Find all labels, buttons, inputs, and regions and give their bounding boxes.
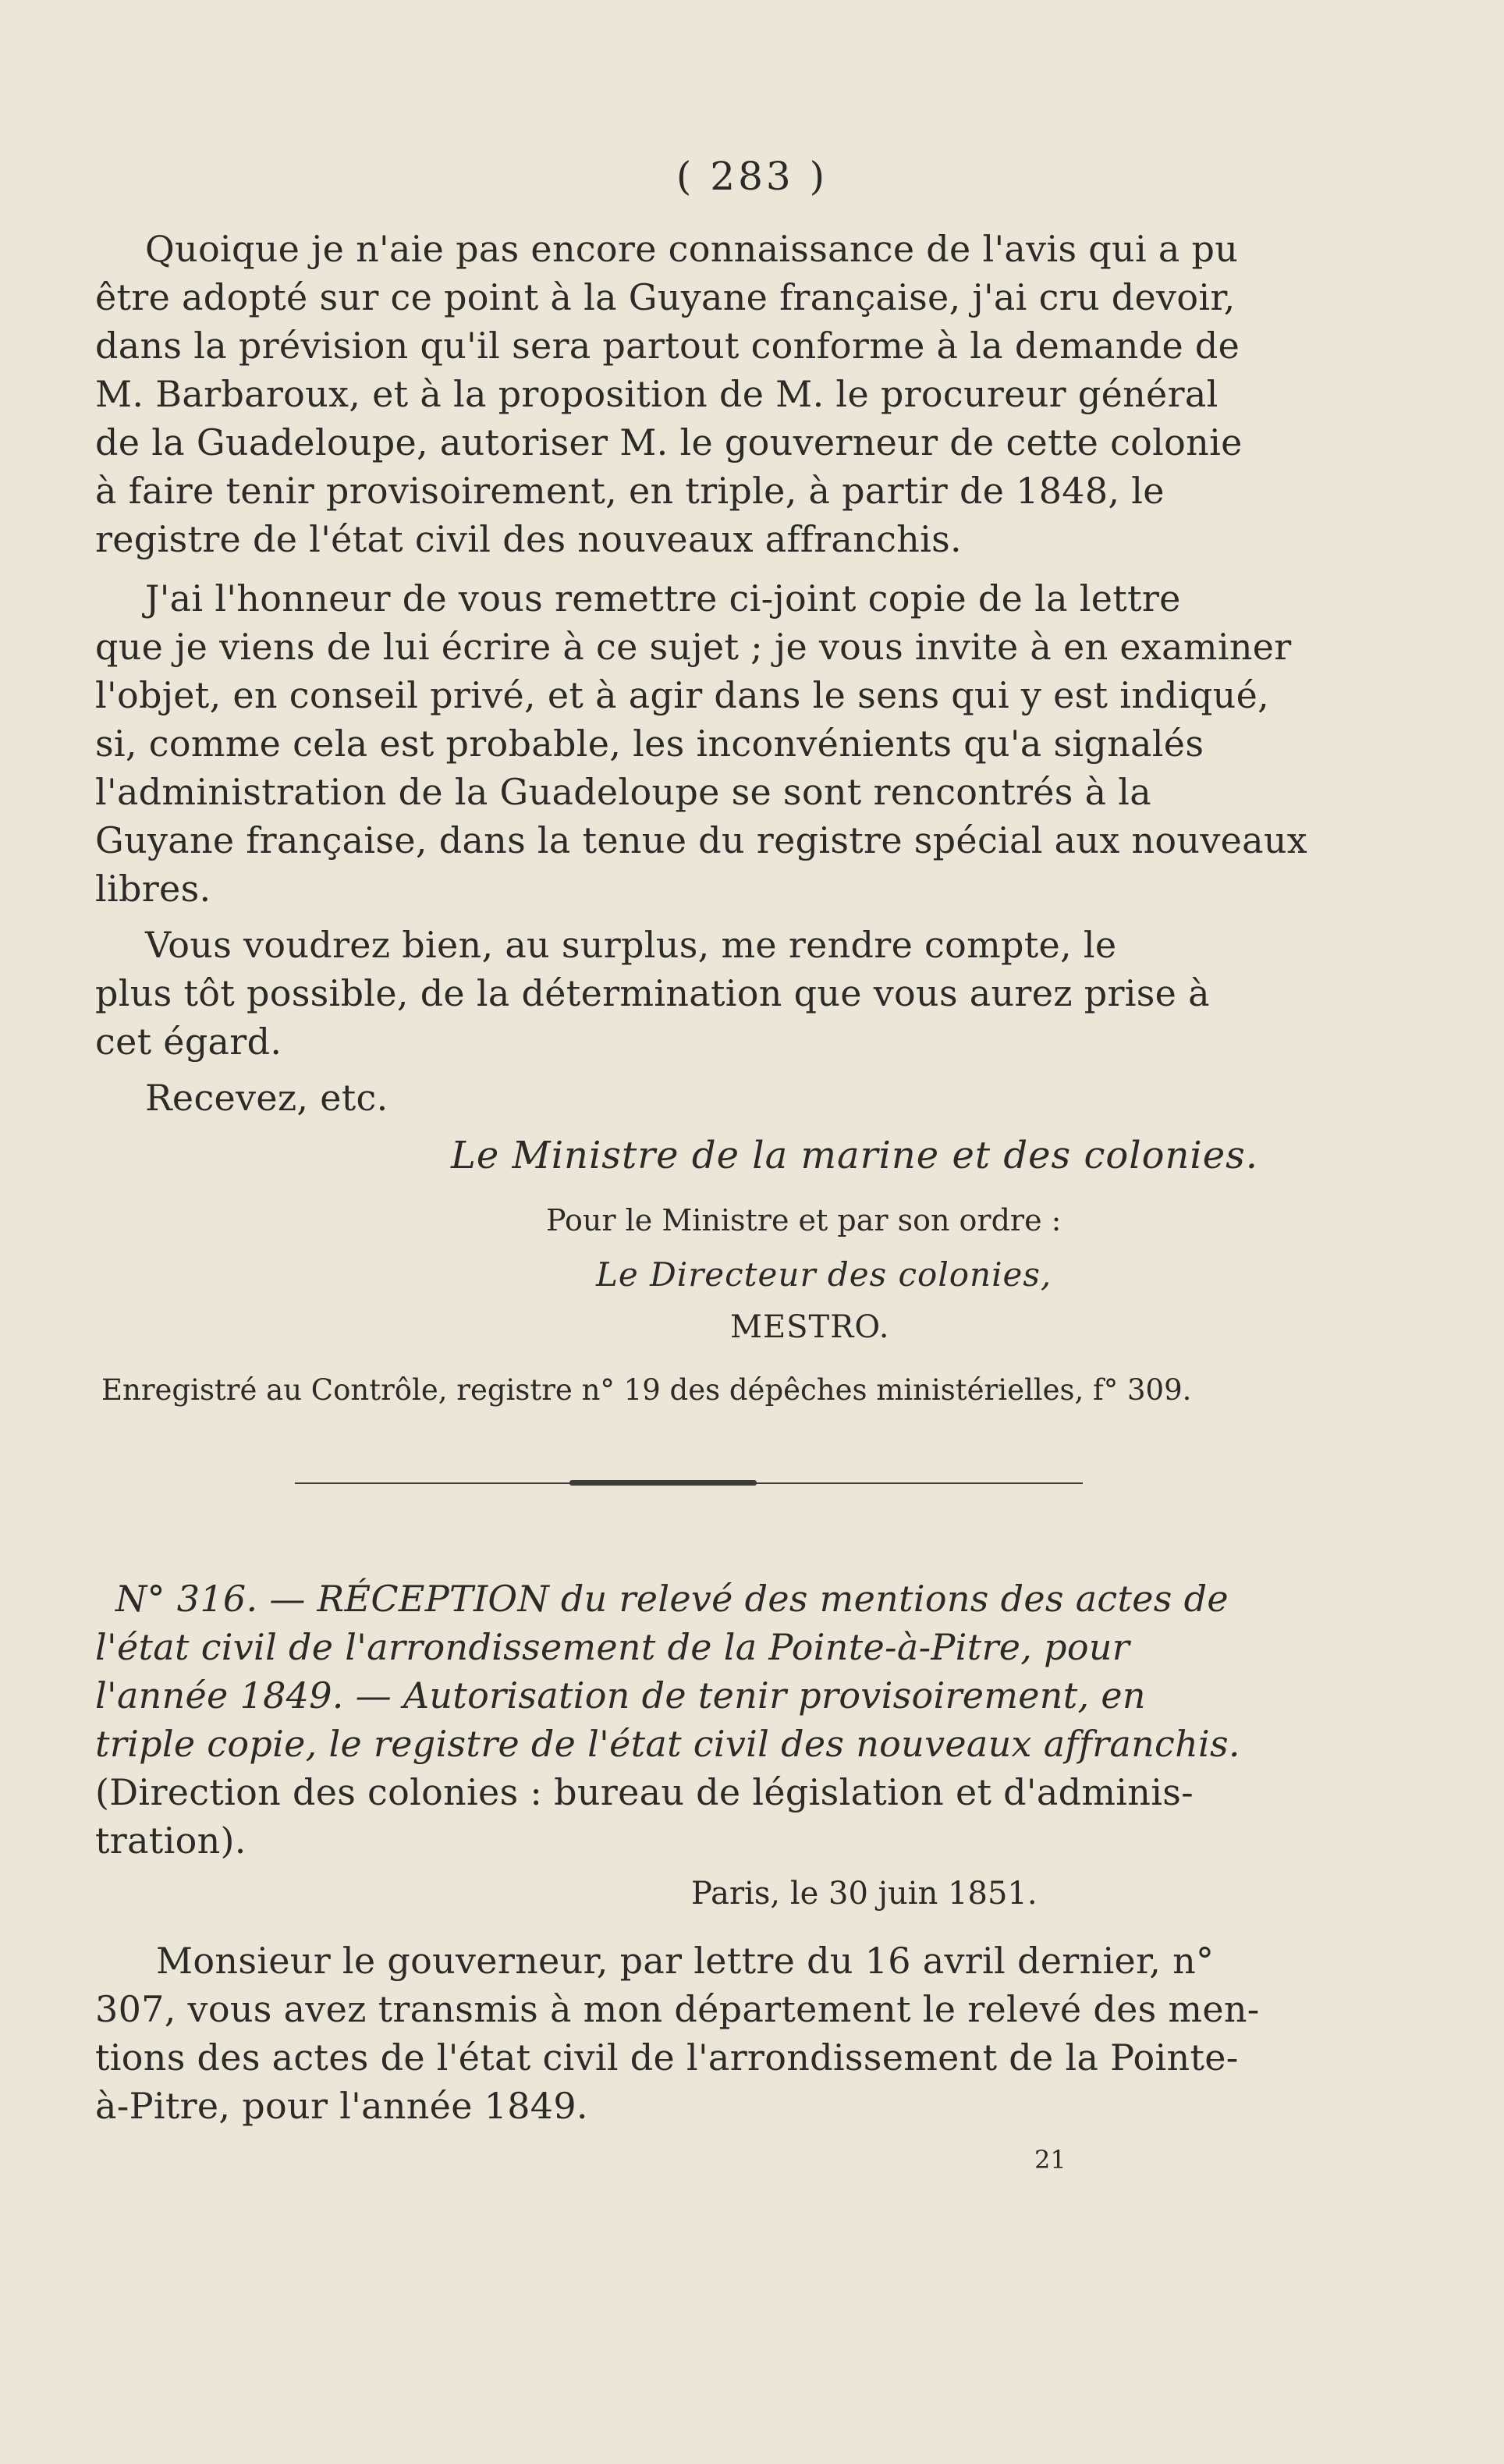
text-line: M. Barbaroux, et à la proposition de M. le procureur général: [95, 373, 1218, 415]
text-line: plus tôt possible, de la détermination que vous aurez prise à: [95, 972, 1210, 1014]
signature-name: MESTRO.: [730, 1309, 890, 1345]
text-line: de la Guadeloupe, autoriser M. le gouverneur de cette colonie: [95, 421, 1243, 463]
text-line: tions des actes de l'état civil de l'arrondissement de la Pointe-: [95, 2036, 1239, 2079]
section-title-line: l'année 1849. — Autorisation de tenir provisoirement, en: [95, 1674, 1146, 1717]
page-number: ( 283 ): [676, 154, 828, 199]
closing-line: Recevez, etc.: [145, 1077, 388, 1119]
text-line: être adopté sur ce point à la Guyane française, j'ai cru devoir,: [95, 276, 1236, 318]
page-signature-mark: 21: [1034, 2145, 1066, 2175]
text-line: Guyane française, dans la tenue du registre spécial aux nouveaux: [95, 819, 1308, 861]
text-line: Monsieur le gouverneur, par lettre du 16 avril dernier, n°: [156, 1940, 1215, 1982]
text-line: l'administration de la Guadeloupe se sont rencontrés à la: [95, 771, 1151, 813]
section-title-line: l'état civil de l'arrondissement de la Pointe-à-Pitre, pour: [95, 1626, 1130, 1668]
text-line: registre de l'état civil des nouveaux affranchis.: [95, 518, 962, 560]
text-line: l'objet, en conseil privé, et à agir dans le sens qui y est indiqué,: [95, 674, 1270, 716]
text-line: que je viens de lui écrire à ce sujet ; je vous invite à en examiner: [95, 626, 1292, 668]
text-line: cet égard.: [95, 1021, 282, 1063]
signature-on-behalf: Pour le Ministre et par son ordre :: [546, 1203, 1062, 1237]
text-line: Quoique je n'aie pas encore connaissance de l'avis qui a pu: [145, 228, 1239, 270]
text-line: à faire tenir provisoirement, en triple, à partir de 1848, le: [95, 470, 1165, 512]
text-line: dans la prévision qu'il sera partout conforme à la demande de: [95, 325, 1240, 367]
registration-note: Enregistré au Contrôle, registre n° 19 des dépêches ministérielles, f° 309.: [101, 1373, 1192, 1407]
section-title-line: triple copie, le registre de l'état civil des nouveaux affranchis.: [95, 1723, 1240, 1765]
letter-date: Paris, le 30 juin 1851.: [691, 1876, 1038, 1912]
text-line: libres.: [95, 868, 211, 910]
text-line: J'ai l'honneur de vous remettre ci-joint copie de la lettre: [145, 577, 1181, 620]
signature-minister: Le Ministre de la marine et des colonies.: [451, 1134, 1259, 1177]
text-line: 307, vous avez transmis à mon département le relevé des men-: [95, 1988, 1260, 2030]
direction-line: (Direction des colonies : bureau de législation et d'adminis-: [95, 1771, 1194, 1813]
text-line: à-Pitre, pour l'année 1849.: [95, 2085, 588, 2127]
section-divider-ornament: [569, 1480, 757, 1486]
section-title-line: N° 316. — RÉCEPTION du relevé des mentions des actes de: [115, 1578, 1229, 1620]
text-line: Vous voudrez bien, au surplus, me rendre compte, le: [145, 924, 1117, 966]
direction-line: tration).: [95, 1820, 247, 1862]
signature-director: Le Directeur des colonies,: [596, 1255, 1052, 1294]
text-line: si, comme cela est probable, les inconvénients qu'a signalés: [95, 723, 1204, 765]
